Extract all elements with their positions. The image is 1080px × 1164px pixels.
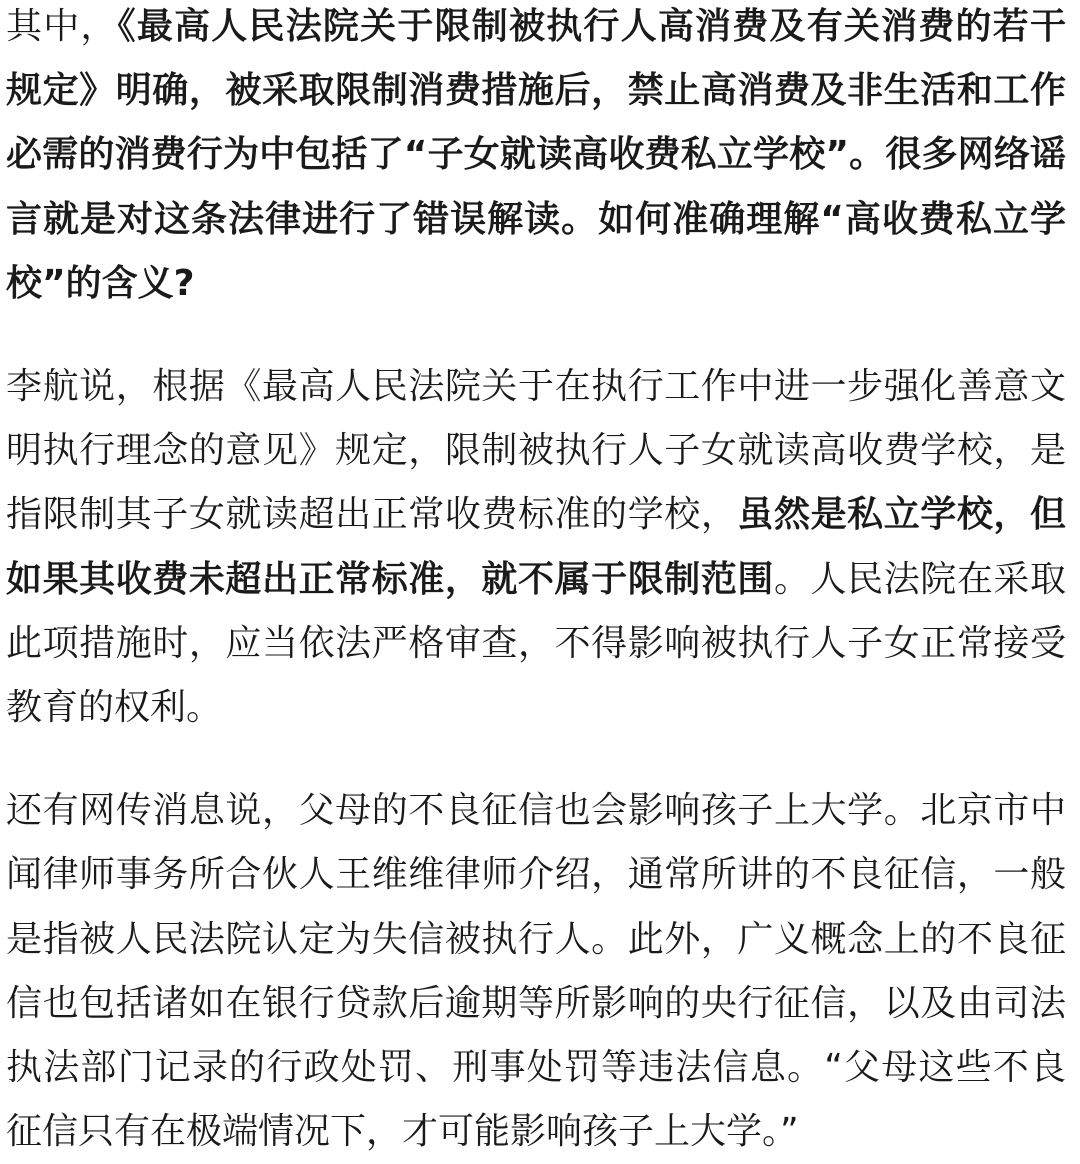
paragraph-2-bold-text: 虽然是私立学校，但如果其收费未超出正常标准，就不属于限制范围 — [6, 494, 1066, 600]
paragraph-2-tail: 。人民法院在采取此项措施时，应当依法严格审查，不得影响被执行人子女正常接受教育的权利。 — [6, 558, 1066, 729]
paragraph-3 — [6, 779, 1066, 1164]
paragraph-1-bold-text: 《最高人民法院关于限制被执行人高消费及有关消费的若干规定》明确，被采取限制消费措施后，禁止高消费及非生活和工作必需的消费行为中包括了“子女就读高收费私立学校”。很多网络谣言就是对这条法律进行了错误解读。如何准确理解“高收费私立学校”的含义? — [6, 6, 1066, 304]
paragraph-2 — [6, 355, 1066, 740]
paragraph-1 — [6, 0, 1066, 316]
paragraph-3-text: 还有网传消息说，父母的不良征信也会影响孩子上大学。北京市中闻律师事务所合伙人王维维律师介绍，通常所讲的不良征信，一般是指被人民法院认定为失信被执行人。此外，广义概念上的不良征信也包括诸如在银行贷款后逾期等所影响的央行征信，以及由司法执法部门记录的行政处罚、刑事处罚等违法信息。“父母这些不良征信只有在极端情况下，才可能影响孩子上大学。” — [6, 790, 1066, 1153]
paragraph-1-lead: 其中， — [6, 6, 118, 47]
paragraph-2-lead: 李航说，根据《最高人民法院关于在执行工作中进一步强化善意文明执行理念的意见》规定，限制被执行人子女就读高收费学校，是指限制其子女就读超出正常收费标准的学校， — [6, 366, 1066, 536]
